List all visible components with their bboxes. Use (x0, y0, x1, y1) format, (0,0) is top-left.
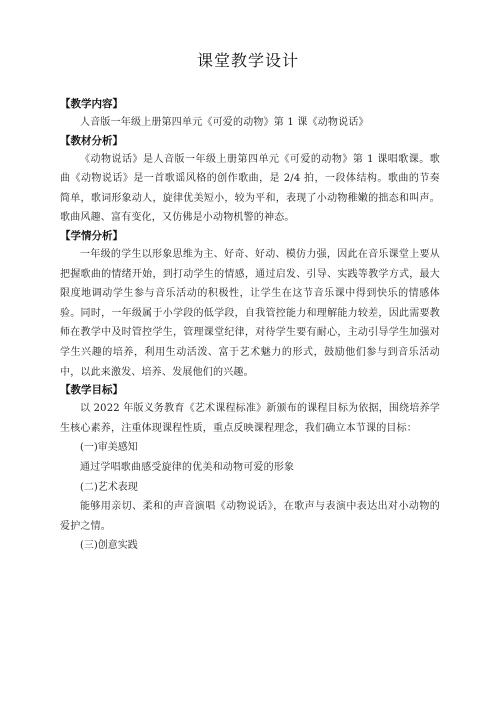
goal-label-practice: (三)创意实践 (80, 540, 138, 552)
section-text-students: 一年级的学生以形象思维为主、好奇、好动、模仿力强，因此在音乐课堂上要从把握歌曲的情绪开始，到打动学生的情感，通过启发、引导、实践等教学方式，最大限度地调动学生参与音乐活动的积极性，让学生在这节音乐课中得到快乐的情感体验。同时，一年级属于小学段的低学段，自我管控能力和理解能力较差，因此需要教师在教学中及时管控学生，管理课堂纪律，对待学生要有耐心，主动引导学生加强对学生兴趣的培养，利用生动活泼、富于艺术魅力的形式，鼓励他们参与到音乐活动中，以此来激发、培养、发展他们的兴趣。 (60, 248, 440, 378)
section-text-goals: 以 2022 年版义务教育《艺术课程标准》新颁布的课程目标为依据，围绕培养学生核心素养，注重体现课程性质，重点反映课程理念，我们确立本节课的目标： (60, 403, 440, 434)
goal-text-aesthetic: 通过学唱歌曲感受旋律的优美和动物可爱的形象 (80, 461, 295, 473)
section-heading-goals: 【教学目标】 (60, 384, 123, 397)
goal-label-expression: (二)艺术表现 (80, 481, 138, 493)
page-title: 课堂教学设计 (196, 51, 299, 70)
section-heading-material: 【教材分析】 (60, 134, 123, 147)
goal-text-expression: 能够用亲切、柔和的声音演唱《动物说话》，在歌声与表演中表达出对小动物的爱护之情。 (60, 501, 440, 532)
document-body (60, 96, 440, 556)
section-heading-content: 【教学内容】 (60, 98, 123, 110)
section-heading-students: 【学情分析】 (60, 229, 123, 242)
section-text-material: 《动物说话》是人音版一年级上册第四单元《可爱的动物》第 1 课唱歌课。歌曲《动物说话》是一首歌谣风格的创作歌曲，是 2/4 拍，一段体结构。歌曲的节奏简单，歌词形象动人，旋律优美短小，较为平和，表现了小动物稚嫩的拙态和叫声。歌曲风趣、富有变化，又仿佛是小动物机警的神态。 (60, 153, 440, 224)
section-text-content: 人音版一年级上册第四单元《可爱的动物》第 1 课《动物说话》 (80, 117, 369, 128)
goal-label-aesthetic: (一)审美感知 (80, 442, 138, 454)
